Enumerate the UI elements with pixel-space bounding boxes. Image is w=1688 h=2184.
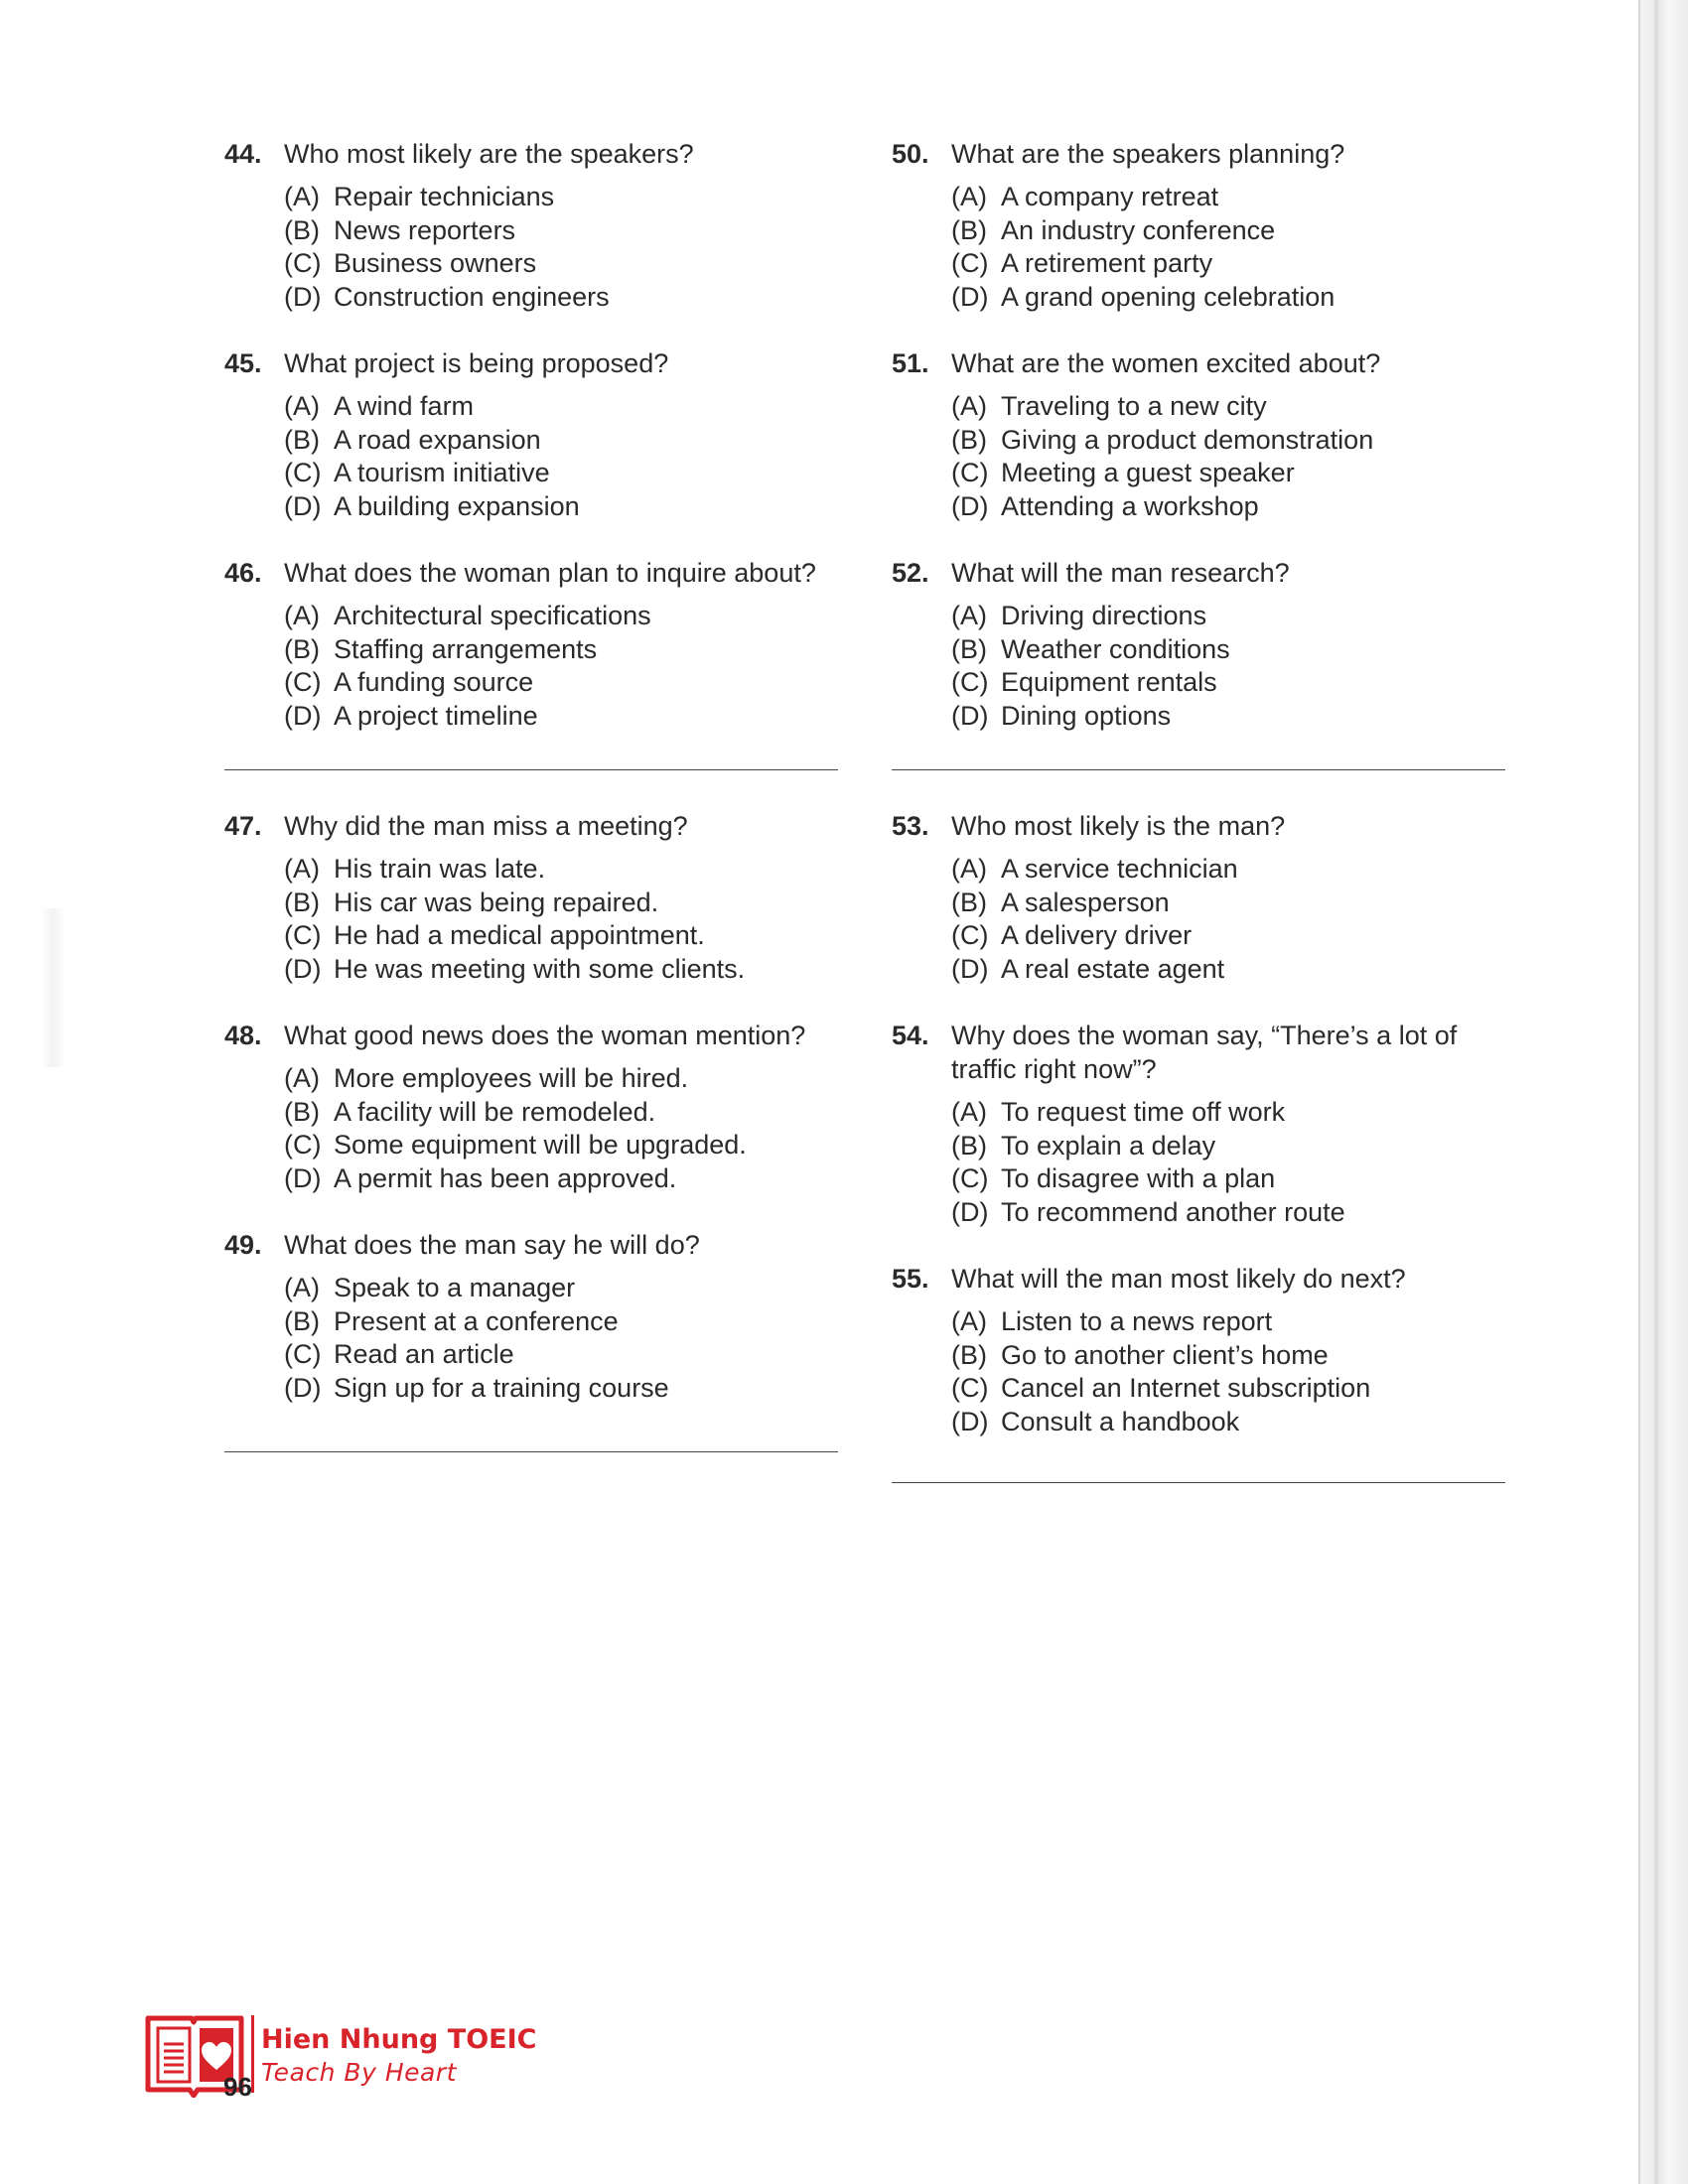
option-letter: (B) (284, 424, 320, 455)
question-number: 51. (892, 348, 929, 378)
answer-option[interactable] (951, 633, 1507, 667)
option-text: To disagree with a plan (1001, 1163, 1276, 1193)
question-text: What are the women excited about? (951, 348, 1381, 378)
question-group (224, 809, 840, 1405)
scan-shadow (40, 908, 66, 1067)
right-column-lower (892, 809, 1507, 1438)
option-text: Consult a handbook (1001, 1406, 1240, 1436)
question-text: Why does the woman say, “There’s a lot of traffic right now”? (951, 1021, 1458, 1084)
option-letter: (C) (284, 1130, 322, 1160)
option-letter: (D) (951, 1406, 989, 1436)
option-letter: (B) (284, 887, 320, 917)
option-text: A service technician (1001, 854, 1238, 884)
option-letter: (C) (951, 920, 989, 950)
question-45 (224, 346, 840, 523)
answer-options (951, 853, 1507, 986)
option-text: A tourism initiative (334, 458, 550, 487)
answer-options (951, 1305, 1507, 1438)
option-letter: (C) (951, 1163, 989, 1193)
left-column-lower (224, 809, 840, 1405)
answer-option[interactable] (951, 1130, 1507, 1163)
option-letter: (C) (284, 458, 322, 487)
section-divider (892, 769, 1505, 770)
option-text: His train was late. (334, 854, 546, 884)
answer-options (951, 600, 1507, 733)
question-51 (892, 346, 1507, 523)
option-letter: (A) (951, 391, 987, 421)
question-47 (224, 809, 840, 986)
option-text: His car was being repaired. (334, 887, 659, 917)
answer-option[interactable] (284, 181, 840, 214)
option-letter: (B) (951, 1130, 987, 1160)
option-text: Business owners (334, 248, 537, 278)
question-text: What good news does the woman mention? (284, 1021, 806, 1050)
option-letter: (A) (284, 854, 320, 884)
option-text: Meeting a guest speaker (1001, 458, 1295, 487)
answer-option[interactable] (284, 919, 840, 953)
option-letter: (A) (284, 182, 320, 211)
answer-option[interactable] (284, 1062, 840, 1096)
option-letter: (A) (284, 1273, 320, 1302)
brand-tagline: Teach By Heart (261, 2058, 457, 2087)
answer-option[interactable] (951, 600, 1507, 633)
answer-option[interactable] (951, 1196, 1507, 1230)
question-number: 48. (224, 1021, 262, 1050)
question-text: Why did the man miss a meeting? (284, 811, 688, 841)
option-text: A company retreat (1001, 182, 1219, 211)
answer-option[interactable] (284, 281, 840, 315)
answer-options (284, 853, 840, 986)
option-letter: (A) (951, 182, 987, 211)
answer-option[interactable] (284, 1372, 840, 1406)
answer-option[interactable] (951, 666, 1507, 700)
option-text: Speak to a manager (334, 1273, 576, 1302)
answer-option[interactable] (951, 214, 1507, 248)
option-text: Staffing arrangements (334, 633, 598, 664)
option-letter: (D) (951, 490, 989, 521)
answer-option[interactable] (284, 953, 840, 987)
answer-options (951, 1096, 1507, 1229)
option-letter: (B) (951, 633, 987, 664)
option-letter: (B) (284, 1305, 320, 1336)
option-text: A permit has been approved. (334, 1162, 677, 1193)
answer-option[interactable] (951, 953, 1507, 987)
answer-options (284, 600, 840, 733)
option-text: A funding source (334, 667, 534, 697)
option-letter: (D) (284, 490, 322, 521)
option-text: A real estate agent (1001, 953, 1225, 984)
option-letter: (B) (951, 424, 987, 455)
option-letter: (C) (951, 1373, 989, 1403)
question-number: 53. (892, 811, 929, 841)
option-text: Architectural specifications (334, 601, 651, 630)
option-text: Weather conditions (1001, 633, 1230, 664)
option-text: Equipment rentals (1001, 667, 1217, 697)
question-number: 52. (892, 558, 929, 588)
option-letter: (B) (284, 633, 320, 664)
answer-option[interactable] (284, 887, 840, 920)
option-text: Cancel an Internet subscription (1001, 1373, 1371, 1403)
option-letter: (B) (951, 1339, 987, 1370)
left-column (224, 137, 840, 733)
option-text: Attending a workshop (1001, 490, 1259, 521)
option-letter: (B) (951, 887, 987, 917)
question-46 (224, 556, 840, 733)
question-text: Who most likely is the man? (951, 811, 1286, 841)
option-letter: (C) (284, 667, 322, 697)
option-text: Sign up for a training course (334, 1372, 669, 1403)
option-text: He was meeting with some clients. (334, 953, 746, 984)
answer-option[interactable] (284, 490, 840, 524)
answer-option[interactable] (951, 700, 1507, 734)
question-53 (892, 809, 1507, 986)
option-letter: (A) (951, 601, 987, 630)
question-50 (892, 137, 1507, 314)
option-letter: (A) (951, 854, 987, 884)
answer-option[interactable] (951, 390, 1507, 424)
option-text: To recommend another route (1001, 1196, 1345, 1227)
option-letter: (D) (284, 1162, 322, 1193)
option-text: Listen to a news report (1001, 1306, 1273, 1336)
option-letter: (C) (284, 1339, 322, 1369)
answer-option[interactable] (284, 214, 840, 248)
option-text: A road expansion (334, 424, 541, 455)
right-column (892, 137, 1507, 733)
question-text: What does the man say he will do? (284, 1230, 700, 1260)
option-text: A wind farm (334, 391, 475, 421)
question-number: 50. (892, 139, 929, 169)
option-text: A grand opening celebration (1001, 281, 1336, 312)
answer-option[interactable] (284, 1162, 840, 1196)
answer-option[interactable] (951, 1339, 1507, 1373)
option-letter: (B) (951, 214, 987, 245)
answer-option[interactable] (284, 700, 840, 734)
question-text: Who most likely are the speakers? (284, 139, 694, 169)
option-letter: (A) (951, 1097, 987, 1127)
question-number: 54. (892, 1021, 929, 1050)
option-letter: (C) (951, 248, 989, 278)
option-text: A retirement party (1001, 248, 1213, 278)
option-text: Construction engineers (334, 281, 610, 312)
answer-options (284, 1272, 840, 1405)
question-52 (892, 556, 1507, 733)
option-letter: (D) (284, 700, 322, 731)
brand-logo (144, 2010, 640, 2100)
answer-option[interactable] (284, 390, 840, 424)
answer-option[interactable] (951, 1162, 1507, 1196)
page-number: 96 (223, 2072, 252, 2102)
option-text: A facility will be remodeled. (334, 1096, 656, 1127)
section-divider (224, 769, 838, 770)
question-text: What will the man most likely do next? (951, 1264, 1406, 1294)
option-text: Giving a product demonstration (1001, 424, 1374, 455)
answer-options (951, 181, 1507, 314)
option-letter: (D) (951, 1196, 989, 1227)
option-text: Some equipment will be upgraded. (334, 1130, 747, 1160)
answer-option[interactable] (284, 1272, 840, 1305)
answer-option[interactable] (951, 424, 1507, 458)
option-text: A building expansion (334, 490, 580, 521)
option-letter: (C) (284, 920, 322, 950)
answer-option[interactable] (284, 457, 840, 490)
option-letter: (D) (951, 700, 989, 731)
answer-option[interactable] (284, 247, 840, 281)
answer-option[interactable] (951, 919, 1507, 953)
answer-option[interactable] (951, 457, 1507, 490)
answer-option[interactable] (284, 1129, 840, 1162)
section-divider (224, 1451, 838, 1452)
option-text: Go to another client’s home (1001, 1339, 1329, 1370)
answer-option[interactable] (951, 1406, 1507, 1439)
question-number: 46. (224, 558, 262, 588)
option-letter: (D) (284, 953, 322, 984)
question-number: 47. (224, 811, 262, 841)
option-letter: (A) (951, 1306, 987, 1336)
scanned-page-edge (1638, 0, 1688, 2184)
question-text: What are the speakers planning? (951, 139, 1345, 169)
option-letter: (C) (284, 248, 322, 278)
option-letter: (A) (284, 1063, 320, 1093)
answer-option[interactable] (951, 853, 1507, 887)
option-text: A delivery driver (1001, 920, 1193, 950)
question-group (224, 137, 840, 733)
answer-option[interactable] (951, 281, 1507, 315)
option-letter: (B) (284, 214, 320, 245)
answer-option[interactable] (951, 1372, 1507, 1406)
option-text: More employees will be hired. (334, 1063, 689, 1093)
answer-option[interactable] (951, 887, 1507, 920)
option-text: Repair technicians (334, 182, 555, 211)
answer-option[interactable] (284, 633, 840, 667)
option-letter: (C) (951, 458, 989, 487)
option-letter: (D) (284, 1372, 322, 1403)
question-text: What does the woman plan to inquire about? (284, 558, 816, 588)
option-letter: (D) (284, 281, 322, 312)
question-text: What project is being proposed? (284, 348, 669, 378)
option-letter: (A) (284, 391, 320, 421)
option-letter: (B) (284, 1096, 320, 1127)
answer-option[interactable] (284, 1305, 840, 1339)
section-divider (892, 1482, 1505, 1483)
answer-option[interactable] (951, 181, 1507, 214)
option-letter: (C) (951, 667, 989, 697)
question-number: 44. (224, 139, 262, 169)
option-text: News reporters (334, 214, 516, 245)
brand-name: Hien Nhung TOEIC (261, 2024, 537, 2055)
option-text: An industry conference (1001, 214, 1276, 245)
option-text: To explain a delay (1001, 1130, 1216, 1160)
question-54 (892, 1019, 1507, 1229)
question-44 (224, 137, 840, 314)
question-number: 55. (892, 1264, 929, 1294)
answer-options (951, 390, 1507, 523)
answer-option[interactable] (951, 247, 1507, 281)
option-letter: (A) (284, 601, 320, 630)
answer-option[interactable] (284, 1338, 840, 1372)
question-49 (224, 1228, 840, 1405)
question-number: 49. (224, 1230, 262, 1260)
answer-option[interactable] (284, 424, 840, 458)
option-text: A project timeline (334, 700, 538, 731)
option-text: Dining options (1001, 700, 1172, 731)
answer-option[interactable] (284, 600, 840, 633)
option-text: To request time off work (1001, 1097, 1286, 1127)
answer-option[interactable] (951, 1305, 1507, 1339)
answer-option[interactable] (951, 490, 1507, 524)
answer-option[interactable] (284, 666, 840, 700)
question-group (892, 137, 1507, 733)
answer-option[interactable] (284, 1096, 840, 1130)
question-48 (224, 1019, 840, 1195)
answer-option[interactable] (284, 853, 840, 887)
answer-options (284, 1062, 840, 1195)
question-group (892, 809, 1507, 1438)
option-text: Read an article (334, 1339, 514, 1369)
answer-options (284, 390, 840, 523)
question-55 (892, 1262, 1507, 1438)
option-text: Driving directions (1001, 601, 1207, 630)
option-text: Traveling to a new city (1001, 391, 1267, 421)
answer-options (284, 181, 840, 314)
option-letter: (D) (951, 281, 989, 312)
option-text: He had a medical appointment. (334, 920, 705, 950)
question-number: 45. (224, 348, 262, 378)
question-text: What will the man research? (951, 558, 1290, 588)
option-letter: (D) (951, 953, 989, 984)
option-text: A salesperson (1001, 887, 1170, 917)
answer-option[interactable] (951, 1096, 1507, 1130)
option-text: Present at a conference (334, 1305, 619, 1336)
